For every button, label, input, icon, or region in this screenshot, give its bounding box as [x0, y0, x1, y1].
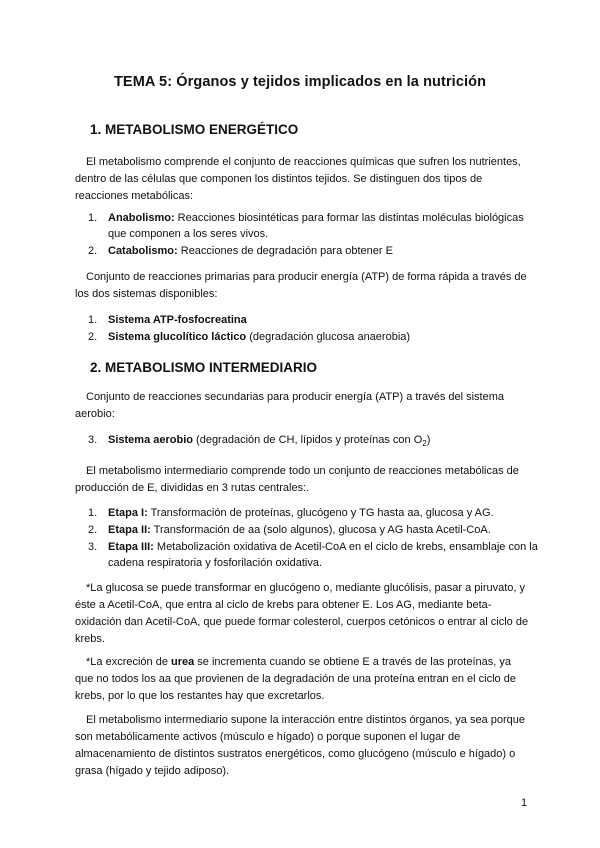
paragraph-secondary-reactions: Conjunto de reacciones secundarias para producir energía (ATP) a través del sistema aerobio:	[75, 391, 505, 420]
note-glucosa: *La glucosa se puede transformar en glucógeno o, mediante glucólisis, pasar a piruvato, y éste a Acetil-CoA, que entra al ciclo de krebs para obtener E. Los AG, mediante beta-oxidación dan Acetil-CoA, que puede formar colesterol, cuerpos cetónicos o entrar al ciclo de krebs.	[75, 582, 529, 645]
list-item-etapa-2: 2. Etapa II: Transformación de aa (solo algunos), glucosa y AG hasta Acetil-CoA.	[88, 524, 491, 536]
paragraph-primary-reactions: Conjunto de reacciones primarias para producir energía (ATP) de forma rápida a través de los dos sistemas disponibles:	[75, 271, 527, 300]
paragraph-intro: El metabolismo comprende el conjunto de reacciones químicas que sufren los nutrientes, dentro de las células que componen los distintos tejidos. Se distinguen dos tipos de reacciones metabólicas:	[75, 156, 521, 202]
aerobic-system-list	[88, 433, 538, 453]
list-item-catabolismo: 2. Catabolismo: Reacciones de degradación para obtener E	[88, 244, 393, 257]
metabolic-stages-list	[88, 506, 538, 573]
paragraph-intermediary: El metabolismo intermediario comprende todo un conjunto de reacciones metabólicas de producción de E, divididas en 3 rutas centrales:.	[75, 465, 519, 494]
section-heading-metabolismo-intermediario: 2. METABOLISMO INTERMEDIARIO	[90, 360, 318, 375]
list-item-sistema-aerobio: 3. Sistema aerobio (degradación de CH, lípidos y proteínas con $O_2$)	[88, 434, 431, 449]
energy-systems-list	[88, 313, 538, 347]
list-item-etapa-1: 1. Etapa I: Transformación de proteínas, glucógeno y TG hasta aa, glucosa y AG.	[88, 507, 494, 519]
list-item-glucolitico-lactico: 2. Sistema glucolítico láctico (degradación glucosa anaerobia)	[88, 331, 411, 343]
document-title: TEMA 5: Órganos y tejidos implicados en la nutrición	[113, 74, 487, 90]
list-item-atp-fosfocreatina: 1. Sistema ATP-fosfocreatina	[88, 314, 247, 326]
page-number: 1	[521, 797, 528, 809]
paragraph-organ-interaction: El metabolismo intermediario supone la interacción entre distintos órganos, ya sea porque son metabólicamente activos (músculo e hígado) o porque suponen el lugar de almacenamiento de distintos sustratos energéticos, como glucógeno (músculo e hígado) o grasa (hígado y tejido adiposo).	[75, 714, 526, 777]
note-urea: *La excreción de urea se incrementa cuando se obtiene E a través de las proteínas, ya que no todos los aa que provienen de la degradación de una proteína entran en el ciclo de krebs, por lo que los restantes hay que excretarlos.	[75, 656, 516, 702]
list-item-etapa-3: 3. Etapa III: Metabolización oxidativa de Acetil-CoA en el ciclo de krebs, ensamblaje con la cadena respiratoria y fosforilación oxidativa.	[88, 541, 538, 569]
list-item-anabolismo: 1. Anabolismo: Reacciones biosintéticas para formar las distintas moléculas biológicas que componen a los seres vivos.	[88, 212, 524, 240]
section-heading-metabolismo-energetico: 1. METABOLISMO ENERGÉTICO	[90, 122, 299, 137]
metabolism-types-list	[88, 211, 538, 261]
